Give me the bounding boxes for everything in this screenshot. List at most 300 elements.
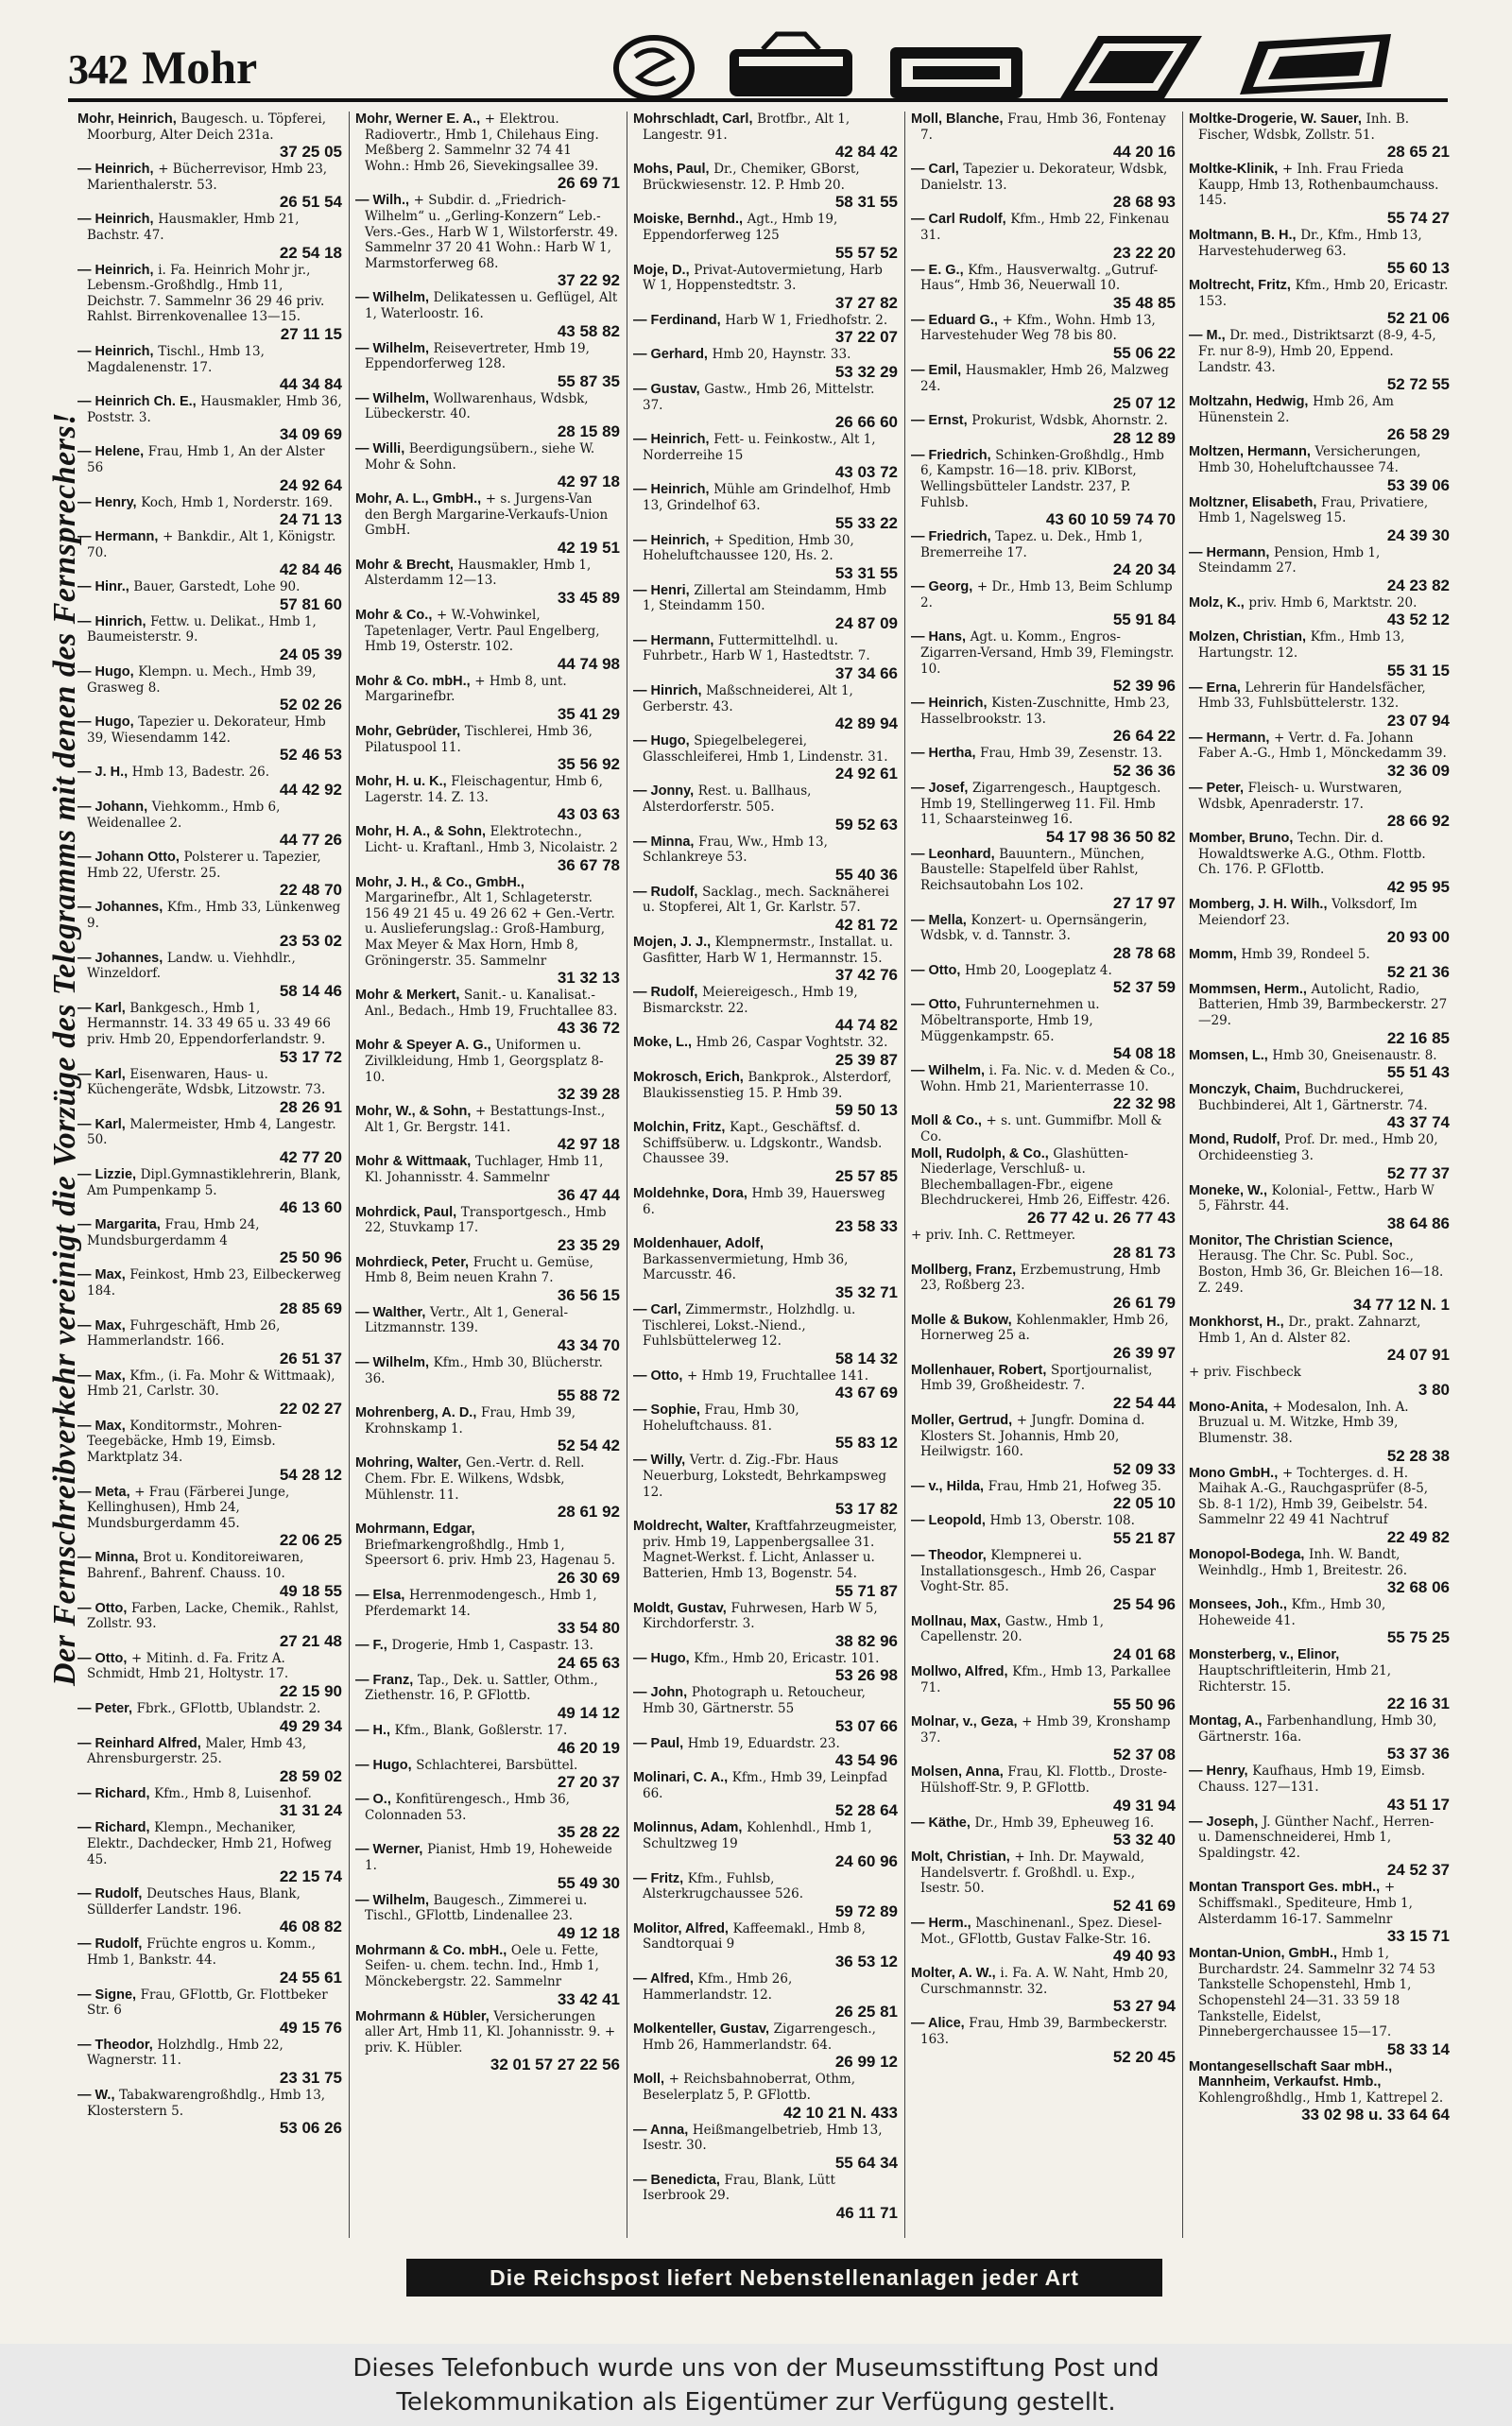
directory-entry — [911, 413, 1176, 447]
entry-details: Tapezier u. Dekorateur, Hmb 39, Wiesendamm 142. — [87, 714, 326, 746]
directory-entry — [77, 212, 342, 261]
entry-name: — Heinrich, — [911, 696, 988, 712]
directory-entry — [355, 391, 620, 440]
entry-details: Zimmermstr., Holzhdlg. u. Tischlerei, Lokst.-Niend., Fuhlsbüttelerweg 12. — [643, 1301, 856, 1350]
directory-entry — [633, 783, 898, 833]
entry-phone: 42 19 51 — [557, 538, 620, 557]
entry-details: Fleisch- u. Wurstwaren, Wdsbk, Apenraderstr. 17. — [1198, 781, 1402, 812]
entry-name: — Alfred, — [633, 1970, 694, 1987]
entry-details: Bauer, Garstedt, Lohe 90. — [133, 579, 301, 595]
entry-details: Zillertal am Steindamm, Hmb 1, Steindamm 150. — [643, 582, 886, 614]
entry-phone: 35 41 29 — [557, 705, 620, 724]
directory-entry — [633, 1186, 898, 1235]
entry-phone: 33 42 41 — [557, 1989, 620, 2008]
directory-entry — [633, 1685, 898, 1734]
entry-phone: 52 39 96 — [1112, 677, 1176, 696]
entry-phone: 22 48 70 — [279, 881, 342, 900]
credit-line-1: Dieses Telefonbuch wurde uns von der Museumsstiftung Post und — [352, 2353, 1160, 2383]
entry-name: Molter, A. W., — [911, 1966, 996, 1982]
entry-name: — Henry, — [1189, 1764, 1248, 1780]
entry-details: Hauptschriftleiterin, Hmb 21, Richterstr. 15. — [1198, 1663, 1392, 1695]
entry-details: Tabakwarengroßhdlg., Hmb 13, Klosterstern 5. — [87, 2087, 326, 2119]
entry-name: Mono GmbH., — [1189, 1465, 1279, 1481]
directory-entry — [633, 2123, 898, 2172]
entry-name: — Wilhelm, — [355, 1892, 430, 1908]
entry-name: Mohr, H. A., & Sohn, — [355, 824, 487, 840]
directory-entry — [911, 1966, 1176, 2015]
entry-phone: 26 51 37 — [279, 1349, 342, 1368]
entry-name: — Willi, — [355, 440, 405, 456]
entry-phone: 46 13 60 — [279, 1198, 342, 1217]
directory-entry — [633, 1971, 898, 2021]
entry-phone: 22 15 74 — [279, 1867, 342, 1886]
entry-phone: 24 92 64 — [279, 475, 342, 494]
entry-details: Dr. med., Distriktsarzt (8-9, 4-5, Fr. nur 8-9), Hmb 20, Eppend. Landstr. 43. — [1198, 328, 1436, 375]
entry-name: — Max, — [77, 1267, 126, 1283]
entry-name: — Heinrich, — [77, 343, 154, 359]
entry-name: Montag, A., — [1189, 1713, 1263, 1729]
entry-phone: 52 41 69 — [1112, 1896, 1176, 1915]
entry-phone: 23 58 33 — [834, 1217, 898, 1236]
entry-name: Monsterberg, v., Elinor, — [1189, 1647, 1340, 1663]
entry-name: — Richard, — [77, 1820, 150, 1836]
entry-details: Kohlengroßhdlg., Hmb 1, Kattrepel 2. — [1198, 2090, 1444, 2106]
entry-details: i. Fa. Nic. v. d. Meden & Co., Wohn. Hmb 21, Marienterrasse 10. — [920, 1063, 1176, 1094]
credit-line-2: Telekommunikation als Eigentümer zur Verfügung gestellt. — [396, 2387, 1116, 2417]
entry-details: Volksdorf, Im Meiendorf 23. — [1198, 897, 1418, 928]
entry-details: Reisevertreter, Hmb 19, Eppendorferweg 128. — [365, 340, 590, 372]
entry-details: Lehrerin für Handelsfächer, Hmb 33, Fuhlsbüttelerstr. 132. — [1198, 680, 1426, 712]
entry-details: Herausg. The Chr. Sc. Publ. Soc., Boston, Hmb 36, Gr. Bleichen 16—18. Z. 249. — [1198, 1248, 1444, 1296]
entry-details: Tap., Dek. u. Sattler, Othm., Ziethenstr. 16, P. GFlottb. — [365, 1672, 598, 1704]
directory-entry — [355, 1455, 620, 1521]
entry-details: Maßschneiderei, Alt 1, Gerberstr. 43. — [643, 683, 853, 714]
entry-phone: 36 53 12 — [834, 1952, 898, 1970]
directory-entry — [1189, 328, 1450, 393]
entry-name: — Carl, — [911, 162, 959, 178]
directory-entry — [77, 162, 342, 211]
entry-phone: 38 82 96 — [834, 1631, 898, 1650]
entry-phone: 37 22 07 — [834, 328, 898, 347]
entry-details: + Kfm., Wohn. Hmb 13, Harvestehuder Weg 78 bis 80. — [920, 312, 1156, 344]
entry-details: Klempn. u. Mech., Hmb 39, Grasweg 8. — [87, 664, 317, 696]
entry-name: Montan Transport Ges. mbH., — [1189, 1880, 1381, 1896]
entry-details: Hmb 19, Eduardstr. 23. — [687, 1735, 840, 1751]
entry-details: Kfm., Hmb 13, Hartungstr. 12. — [1198, 629, 1405, 662]
entry-details: Autolicht, Radio, Batterien, Hmb 39, Barmbeckerstr. 27—29. — [1198, 981, 1448, 1028]
entry-phone: 44 42 92 — [279, 781, 342, 800]
entry-details: Techn. Dir. d. Howaldtswerke A.G., Othm. Flottb. Ch. 176. P. GFlottb. — [1198, 831, 1426, 878]
entry-details: Farben, Lacke, Chemik., Rahlst, Zollstr. 93. — [87, 1600, 339, 1632]
entry-phone: 42 97 18 — [557, 1135, 620, 1154]
entry-name: — Rudolf, — [633, 985, 698, 1001]
entry-details: + Tochterges. d. H. Maihak A.-G., Rauchgasprüfer (8-5, Sb. 8-1 1/2), Hmb 39, Geibelstr. 54. Sammelnr 22 49 41 Nachtruf — [1198, 1465, 1429, 1528]
directory-entry — [911, 913, 1176, 962]
entry-phone: 37 42 76 — [834, 966, 898, 985]
directory-entry — [911, 1714, 1176, 1764]
page-number: 342 — [68, 46, 128, 93]
entry-name: Mohr, W., & Sohn, — [355, 1104, 472, 1120]
entry-phone: 55 60 13 — [1386, 259, 1450, 278]
entry-name: — Benedicta, — [633, 2172, 720, 2188]
entry-details: Hmb 39, Hauersweg 6. — [643, 1185, 885, 1217]
entry-details: Harb W 1, Friedhofstr. 2. — [725, 312, 888, 328]
directory-entry — [77, 529, 342, 578]
entry-name: — Paul, — [633, 1735, 684, 1751]
entry-phone: 28 68 93 — [1112, 193, 1176, 212]
entry-name: Momsen, L., — [1189, 1047, 1268, 1063]
entry-details: Futtermittelhdl. u. Fuhrbetr., Harb W 1, Hastedtstr. 7. — [643, 632, 870, 664]
entry-phone: 58 31 55 — [834, 193, 898, 212]
entry-name: — J. H., — [77, 765, 129, 781]
leather-case-icon — [730, 34, 852, 96]
directory-entry — [633, 733, 898, 783]
column-divider — [349, 112, 350, 2238]
entry-name: — Alice, — [911, 2016, 965, 2032]
entry-details: Dipl.Gymnastiklehrerin, Blank, Am Pumpenkamp 5. — [87, 1166, 341, 1198]
entry-name: Mollnau, Max, — [911, 1613, 1002, 1629]
entry-phone: 24 71 13 — [279, 510, 342, 529]
entry-name: — Anna, — [633, 2122, 689, 2138]
entry-phone: 32 36 09 — [1386, 762, 1450, 781]
entry-name: — Hertha, — [911, 746, 976, 762]
entry-details: + W.-Vohwinkel, Tapetenlager, Vertr. Paul Engelberg, Hmb 19, Osterstr. 102. — [365, 608, 600, 655]
entry-phone: 26 25 81 — [834, 2003, 898, 2022]
directory-column-5 — [1189, 112, 1450, 2238]
entry-phone: 24 07 91 — [1386, 1346, 1450, 1365]
directory-entry — [1189, 1466, 1450, 1546]
entry-phone: 33 02 98 u. 33 64 64 — [1301, 2106, 1450, 2125]
directory-entry — [355, 608, 620, 673]
directory-entry — [633, 633, 898, 682]
entry-name: — Meta, — [77, 1484, 130, 1500]
entry-phone: 28 12 89 — [1112, 428, 1176, 447]
entry-name: — Max, — [77, 1418, 126, 1434]
entry-details: Frau, Hmb 39, Krohnskamp 1. — [365, 1405, 576, 1437]
entry-name: Mohrschladt, Carl, — [633, 112, 753, 127]
entry-phone: 53 26 98 — [834, 1666, 898, 1685]
entry-phone: 54 17 98 36 50 82 — [1045, 827, 1176, 846]
entry-details: Beerdigungsübern., siehe W. Mohr & Sohn. — [365, 440, 595, 473]
entry-details: Kfm., Hmb 22, Finkenau 31. — [920, 212, 1170, 243]
entry-phone: 22 32 98 — [1112, 1094, 1176, 1113]
directory-entry — [633, 834, 898, 884]
directory-entry — [1189, 495, 1450, 544]
entry-phone: 37 34 66 — [834, 664, 898, 683]
directory-entry — [911, 313, 1176, 362]
entry-name: Molitor, Alfred, — [633, 1920, 729, 1936]
entry-phone: 26 77 42 u. 26 77 43 — [1027, 1208, 1176, 1227]
entry-phone: 26 99 12 — [834, 2053, 898, 2072]
entry-details: Hmb 39, Rondeel 5. — [1241, 947, 1370, 963]
entry-name: — Franz, — [355, 1672, 414, 1688]
directory-entry — [355, 193, 620, 289]
entry-phone: 43 58 82 — [557, 321, 620, 340]
entry-details: Erzbemustrung, Hmb 23, Roßberg 23. — [920, 1262, 1160, 1294]
directory-entry — [633, 2022, 898, 2071]
directory-entry — [633, 313, 898, 347]
directory-entry — [633, 482, 898, 531]
entry-name: — Wilh., — [355, 193, 410, 209]
entry-phone: 25 07 12 — [1112, 394, 1176, 413]
entry-name: Monopol-Bodega, — [1189, 1547, 1305, 1563]
entry-name: Moll, — [633, 2072, 665, 2088]
entry-details: Wollwarenhaus, Wdsbk, Lübeckerstr. 40. — [365, 390, 589, 422]
entry-name: — Minna, — [633, 834, 695, 850]
directory-entry — [1189, 1132, 1450, 1181]
entry-name: — Karl, — [77, 1116, 126, 1132]
directory-entry — [911, 1063, 1176, 1112]
entry-phone: 25 39 87 — [834, 1050, 898, 1069]
entry-details: Landw. u. Viehhdlr., Winzeldorf. — [87, 950, 296, 982]
entry-phone: 53 17 72 — [279, 1047, 342, 1066]
entry-phone: 52 21 06 — [1386, 309, 1450, 328]
directory-entry — [911, 847, 1176, 912]
directory-entry — [77, 1820, 342, 1885]
directory-entry — [1189, 1597, 1450, 1646]
entry-name: — Helene, — [77, 444, 145, 460]
entry-details: + Bestattungs-Inst., Alt 1, Gr. Bergstr. 141. — [365, 1104, 606, 1135]
entry-phone: 26 69 71 — [557, 174, 620, 193]
directory-entry — [355, 674, 620, 723]
entry-details: Kfm., Blank, Goßlerstr. 17. — [394, 1722, 568, 1738]
entry-phone: 59 72 89 — [834, 1901, 898, 1920]
entry-details: Meiereigesch., Hmb 19, Bismarckstr. 22. — [643, 985, 858, 1016]
entry-details: Tapezier u. Dekorateur, Wdsbk, Danielstr. 13. — [920, 162, 1168, 193]
entry-name: — F., — [355, 1638, 387, 1654]
entry-phone: 44 34 84 — [279, 375, 342, 394]
entry-phone: 24 05 39 — [279, 645, 342, 664]
entry-name: — Hugo, — [77, 664, 134, 680]
entry-name: Mojen, J. J., — [633, 935, 712, 950]
entry-phone: 36 56 15 — [557, 1285, 620, 1304]
entry-details: Dr., Hmb 39, Epheuweg 16. — [974, 1815, 1155, 1831]
directory-entry — [1189, 278, 1450, 327]
entry-details: Frau, Hmb 39, Barmbeckerstr. 163. — [920, 2016, 1168, 2047]
directory-entry — [1189, 982, 1450, 1047]
entry-name: — Richard, — [77, 1785, 150, 1801]
entry-name: Mohr, A. L., GmbH., — [355, 491, 482, 508]
directory-entry — [633, 347, 898, 381]
directory-entry — [355, 774, 620, 823]
directory-entry — [77, 900, 342, 949]
entry-details: Kfm., Hmb 33, Lünkenweg 9. — [87, 900, 341, 931]
directory-entry — [355, 1205, 620, 1254]
entry-details: + Inh. Frau Frieda Kaupp, Hmb 13, Rothenbaumchauss. 145. — [1198, 162, 1439, 209]
entry-phone: 25 57 85 — [834, 1166, 898, 1185]
entry-name: Molle & Bukow, — [911, 1312, 1012, 1328]
entry-details: + Modesalon, Inh. A. Bruzual u. M. Witzke, Hmb 39, Blumenstr. 38. — [1198, 1399, 1409, 1447]
directory-entry — [77, 1601, 342, 1650]
entry-details: Agt. u. Komm., Engros-Zigarren-Versand, Hmb 39, Flemingstr. 10. — [920, 629, 1175, 677]
entry-details: + priv. Fischbeck — [1189, 1365, 1301, 1381]
entry-phone: 22 02 27 — [279, 1399, 342, 1418]
directory-entry — [911, 263, 1176, 312]
directory-entry — [355, 341, 620, 390]
entry-name: — Karl, — [77, 1000, 126, 1016]
entry-phone: 59 50 13 — [834, 1101, 898, 1120]
directory-entry — [1189, 831, 1450, 896]
entry-name: — Gerhard, — [633, 347, 708, 363]
entry-name: — Walther, — [355, 1304, 426, 1320]
entry-name: Montangesellschaft Saar mbH., Mannheim, Verkaufst. Hmb., — [1189, 2058, 1393, 2090]
entry-phone: 26 58 29 — [1386, 425, 1450, 444]
entry-phone: 52 54 42 — [557, 1437, 620, 1455]
entry-phone: 52 28 38 — [1386, 1446, 1450, 1465]
directory-column-1 — [77, 112, 342, 2238]
entry-details: Gastw., Hmb 1, Capellenstr. 20. — [920, 1613, 1105, 1645]
wallet-icon — [1060, 36, 1202, 98]
entry-phone: 46 11 71 — [835, 2203, 898, 2222]
entry-details: Hmb 20, Haynstr. 33. — [712, 347, 851, 363]
entry-name: Moldehnke, Dora, — [633, 1185, 747, 1201]
entry-phone: 42 77 20 — [279, 1147, 342, 1166]
directory-entry — [77, 495, 342, 529]
entry-name: Moller, Gertrud, — [911, 1413, 1013, 1429]
entry-details: Inh. W. Bandt, Weinhdlg., Hmb 1, Breitestr. 26. — [1198, 1547, 1408, 1578]
entry-name: Monitor, The Christian Science, — [1189, 1232, 1393, 1248]
directory-entry — [633, 112, 898, 161]
entry-details: Brotfbr., Alt 1, Langestr. 91. — [643, 112, 850, 143]
entry-phone: 31 31 24 — [279, 1801, 342, 1820]
entry-phone: 28 81 73 — [1112, 1243, 1176, 1262]
entry-phone: 26 61 79 — [1112, 1293, 1176, 1312]
entry-phone: 42 89 94 — [834, 714, 898, 733]
entry-name: — Karl, — [77, 1066, 126, 1082]
directory-column-2 — [355, 112, 620, 2238]
entry-name: Momm, — [1189, 947, 1237, 963]
directory-entry — [633, 1820, 898, 1869]
directory-entry — [1189, 1764, 1450, 1813]
entry-name: — Leonhard, — [911, 846, 995, 862]
entry-name: Mohrmann & Co. mbH., — [355, 1942, 507, 1958]
entry-phone: 55 74 27 — [1386, 208, 1450, 227]
entry-details: Kaffeemakl., Hmb 8, Sandtorquai 9 — [643, 1920, 866, 1953]
entry-details: Margarinefbr., Alt 1, Schlageterstr. 156 49 21 45 u. 49 26 62 + Gen.-Vertr. u. Auslieferungslag.: Groß-Hamburg, Max Meyer & Max Horn, Hmb 8, Gröningerstr. 35. Sammelnr — [365, 890, 615, 969]
entry-phone: 55 33 22 — [834, 513, 898, 532]
entry-phone: 28 85 69 — [279, 1299, 342, 1317]
entry-details: Vertr., Alt 1, General-Litzmannstr. 139. — [365, 1304, 569, 1336]
directory-entry — [911, 1850, 1176, 1915]
entry-phone: 49 31 94 — [1112, 1796, 1176, 1815]
entry-details: Fettw. u. Delikat., Hmb 1, Baumeisterstr. 9. — [87, 613, 317, 645]
entry-name: Moltke-Drogerie, W. Sauer, — [1189, 112, 1362, 127]
entry-phone: 35 56 92 — [557, 755, 620, 774]
entry-details: + Hmb 19, Fruchtallee 141. — [686, 1368, 869, 1384]
directory-entry — [633, 1453, 898, 1518]
directory-entry — [355, 724, 620, 773]
entry-name: — Otto, — [77, 1600, 128, 1616]
entry-name: — Mella, — [911, 912, 967, 928]
entry-phone: 24 60 96 — [834, 1851, 898, 1870]
entry-details: Eisenwaren, Haus- u. Küchengeräte, Wdsbk, Litzowstr. 73. — [87, 1066, 326, 1098]
purse-icon — [890, 47, 1022, 98]
directory-entry — [1189, 781, 1450, 830]
directory-entry — [77, 765, 342, 799]
entry-name: — Emil, — [911, 362, 962, 378]
entry-details: Hmb 26, Caspar Voghtstr. 32. — [696, 1035, 888, 1051]
entry-name: Mohr, Heinrich, — [77, 112, 177, 127]
directory-entry — [355, 1638, 620, 1672]
entry-name: Molzen, Christian, — [1189, 629, 1307, 645]
entry-name: — Friedrich, — [911, 529, 991, 545]
entry-phone: 49 40 93 — [1112, 1947, 1176, 1966]
entry-name: Monkhorst, H., — [1189, 1315, 1284, 1331]
entry-phone: 58 14 32 — [834, 1349, 898, 1368]
entry-phone: 35 32 71 — [834, 1282, 898, 1301]
entry-phone: 36 67 78 — [557, 855, 620, 874]
directory-entry — [355, 558, 620, 607]
entry-details: Klempnermstr., Installat. u. Gasfitter, Harb W 1, Hermannstr. 15. — [643, 935, 893, 966]
entry-name: Moke, L., — [633, 1035, 693, 1051]
entry-phone: 52 20 45 — [1112, 2047, 1176, 2066]
entry-phone: 52 72 55 — [1386, 375, 1450, 394]
directory-entry — [911, 1614, 1176, 1663]
directory-entry — [911, 1363, 1176, 1412]
entry-details: Hmb 13, Oberstr. 108. — [989, 1513, 1135, 1529]
entry-name: — Herm., — [911, 1915, 971, 1931]
entry-name: — Heinrich, — [77, 262, 154, 278]
entry-phone: 22 15 90 — [279, 1682, 342, 1700]
directory-entry — [633, 1236, 898, 1301]
directory-columns — [77, 112, 1450, 2247]
entry-details: i. Fa. Heinrich Mohr jr., Lebensm.-Großhdlg., Hmb 11, Deichstr. 7. Sammelnr 36 29 46 priv. Rahlst. Birrenkovenallee 13—15. — [87, 262, 325, 325]
entry-phone: 49 12 18 — [557, 1923, 620, 1942]
entry-name: Moltrecht, Fritz, — [1189, 278, 1291, 294]
entry-name: Monsees, Joh., — [1189, 1597, 1287, 1613]
entry-name: — Hermann, — [77, 529, 159, 545]
directory-entry — [77, 1419, 342, 1484]
directory-entry — [633, 683, 898, 732]
entry-phone: 55 40 36 — [834, 865, 898, 884]
entry-phone: 23 31 75 — [279, 2068, 342, 2087]
entry-phone: 31 32 13 — [557, 969, 620, 988]
entry-details: Polsterer u. Tapezier, Hmb 22, Uferstr. 25. — [87, 850, 321, 881]
entry-name: — Sophie, — [633, 1402, 700, 1419]
entry-phone: 53 27 94 — [1112, 1997, 1176, 2016]
entry-phone: 54 08 18 — [1112, 1044, 1176, 1063]
entry-name: — John, — [633, 1685, 688, 1701]
entry-phone: 44 74 82 — [834, 1016, 898, 1035]
entry-phone: 52 28 64 — [834, 1801, 898, 1820]
directory-entry — [1189, 731, 1450, 780]
entry-details: priv. Hmb 6, Marktstr. 20. — [1248, 594, 1418, 611]
entry-phone: 42 84 42 — [834, 143, 898, 162]
directory-entry — [633, 1519, 898, 1599]
entry-details: + Frau (Färberei Junge, Kellinghusen), Hmb 24, Mundsburgerdamm 45. — [87, 1484, 290, 1531]
entry-phone: 44 74 98 — [557, 654, 620, 673]
entry-phone: 43 36 72 — [557, 1019, 620, 1038]
entry-phone: 55 71 87 — [834, 1581, 898, 1600]
entry-details: Frau, Ww., Hmb 13, Schlankreye 53. — [643, 834, 828, 866]
entry-phone: 44 77 26 — [279, 831, 342, 850]
entry-details: Schlachterei, Barsbüttel. — [416, 1757, 578, 1773]
entry-details: Kfm., Hmb 20, Ericastr. 153. — [1198, 278, 1449, 309]
directory-entry — [911, 212, 1176, 261]
entry-details: + s. unt. Gummifbr. Moll & Co. — [920, 1113, 1162, 1144]
directory-entry — [911, 1146, 1176, 1227]
entry-name: — Otto, — [911, 962, 961, 978]
entry-details: Hausmakler, Hmb 21, Bachstr. 47. — [87, 212, 300, 243]
entry-name: — M., — [1189, 328, 1226, 344]
entry-name: — Ernst, — [911, 413, 968, 429]
entry-name: Moll, Blanche, — [911, 112, 1004, 127]
entry-details: Baugesch. u. Töpferei, Moorburg, Alter Deich 231a. — [87, 112, 326, 143]
entry-name: Mohr & Speyer A. G., — [355, 1038, 491, 1054]
entry-details: Hausmakler, Hmb 36, Poststr. 3. — [87, 394, 342, 425]
entry-name: — Eduard G., — [911, 312, 998, 328]
directory-entry — [355, 1355, 620, 1404]
